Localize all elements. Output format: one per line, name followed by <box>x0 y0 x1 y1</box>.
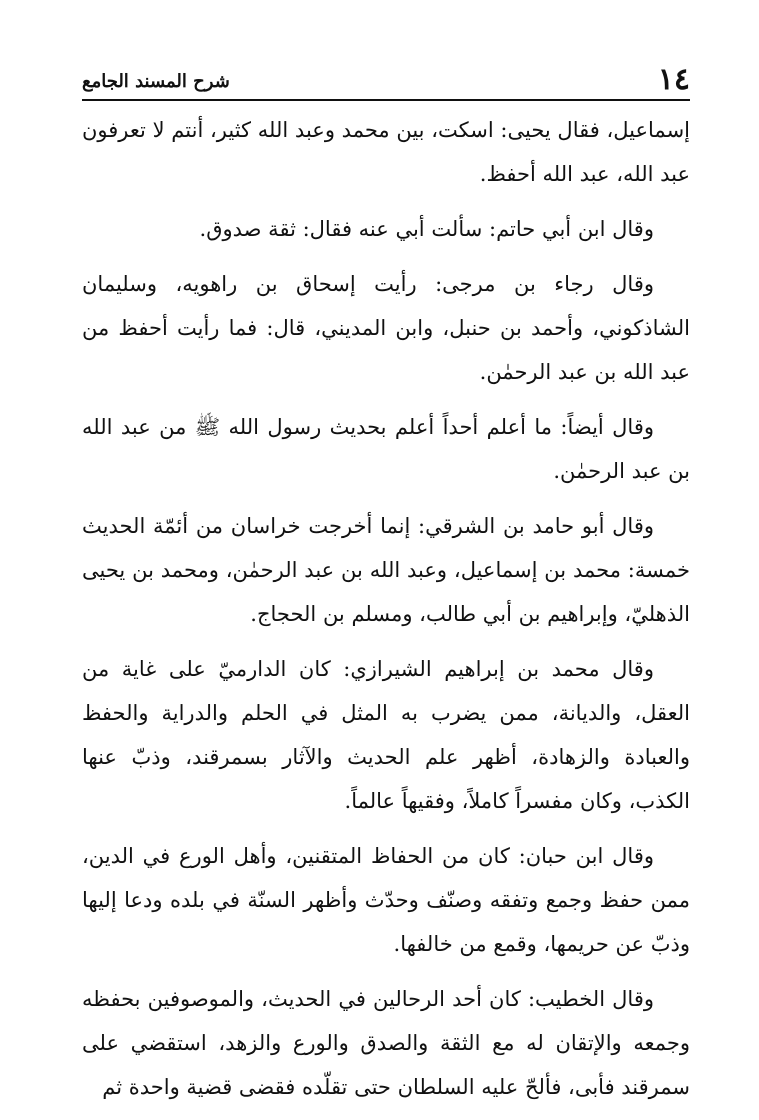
paragraph: وقال محمد بن إبراهيم الشيرازي: كان الدارميّ على غاية من العقل، والديانة، ممن يضرب به المثل في الحلم والدراية والحفظ والعبادة والزهادة، أظهر علم الحديث والآثار بسمرقند، وذبّ عنها الكذب، وكان مفسراً كاملاً، وفقيهاً عالماً. <box>82 657 690 813</box>
paragraph: وقال ابن أبي حاتم: سألت أبي عنه فقال: ثقة صدوق. <box>199 217 654 241</box>
body-text <box>82 108 690 1120</box>
paragraph: وقال رجاء بن مرجى: رأيت إسحاق بن راهويه، وسليمان الشاذكوني، وأحمد بن حنبل، وابن المديني، قال: فما رأيت أحفظ من عبد الله بن عبد الرحمٰن. <box>82 272 690 384</box>
paragraph-continuation: إسماعيل، فقال يحيى: اسكت، بين محمد وعبد الله كثير، أنتم لا تعرفون عبد الله، عبد الله أحفظ. <box>82 118 690 186</box>
paragraph: وقال الخطيب: كان أحد الرحالين في الحديث، والموصوفين بحفظه وجمعه والإتقان له مع الثقة والصدق والورع والزهد، استقضي على سمرقند فأبى، فألحّ عليه السلطان حتى تقلّده فقضى قضية واحدة ثم <box>82 987 690 1099</box>
paragraph: وقال ابن حبان: كان من الحفاظ المتقنين، وأهل الورع في الدين، ممن حفظ وجمع وتفقه وصنّف وحدّث وأظهر السنّة في بلده ودعا إليها وذبّ عن حريمها، وقمع من خالفها. <box>82 844 690 956</box>
paragraph: وقال أبو حامد بن الشرقي: إنما أخرجت خراسان من أئمّة الحديث خمسة: محمد بن إسماعيل، وعبد الله بن عبد الرحمٰن، ومحمد بن يحيى الذهليّ، وإبراهيم بن أبي طالب، ومسلم بن الحجاج. <box>82 514 690 626</box>
running-head <box>82 58 690 98</box>
running-title: شرح المسند الجامع <box>82 71 230 92</box>
header-rule <box>82 99 690 101</box>
page-number: ١٤ <box>657 62 690 97</box>
paragraph: وقال أيضاً: ما أعلم أحداً أعلم بحديث رسول الله ﷺ من عبد الله بن عبد الرحمٰن. <box>82 415 690 483</box>
